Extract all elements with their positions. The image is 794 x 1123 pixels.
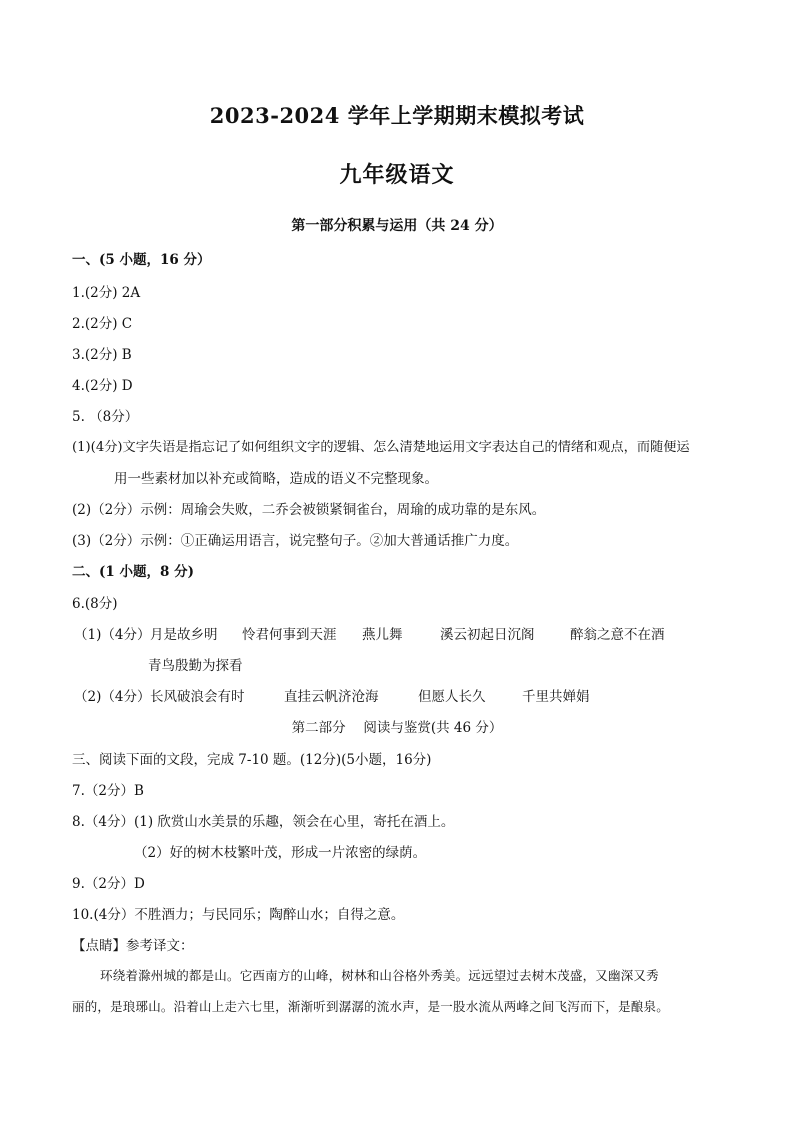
answer-q9: 9.（2分）D [72,876,145,892]
poem-line: 青鸟殷勤为探看 [148,658,243,674]
answer-q4: 4.(2分) D [72,378,133,394]
answer-q7: 7.（2分）B [72,783,144,799]
poem-line: 燕儿舞 [362,627,403,643]
answer-q8-1: 8.（4分）(1) 欣赏山水美景的乐趣，领会在心里，寄托在酒上。 [72,814,455,830]
answer-q5-2: (2)（2分）示例：周瑜会失败，二乔会被锁紧铜雀台，周瑜的成功靠的是东风。 [72,502,546,518]
poem-line: 直挂云帆济沧海 [284,689,379,705]
page-subtitle: 九年级语文 [339,162,455,188]
answer-q2: 2.(2分) C [72,316,133,332]
section3-heading: 三、阅读下面的文段，完成 7-10 题。(12分)(5小题，16分) [72,752,432,768]
answer-q6-2-label: （2)（4分） [74,689,151,705]
poem-line: 千里共婵娟 [522,689,590,705]
answer-q5-3: (3)（2分）示例：①正确运用语言，说完整句子。②加大普通话推广力度。 [72,533,519,549]
part1-title: 第一部分积累与运用（共 24 分） [291,218,503,234]
poem-line: 溪云初起日沉阁 [440,627,535,643]
answer-q3: 3.(2分) B [72,347,132,363]
answer-q8-2: （2）好的树木枝繁叶茂，形成一片浓密的绿荫。 [134,845,427,861]
answer-q5-1: (1)(4分)文字失语是指忘记了如何组织文字的逻辑、怎么清楚地运用文字表达自己的情绪和观点，而随便运 [72,440,690,455]
answer-q5-1-cont: 用一些素材加以补充或简略，造成的语义不完整现象。 [114,471,438,487]
section2-heading: 二、(1 小题，8 分) [72,564,194,580]
poem-line: 醉翁之意不在酒 [570,627,665,643]
poem-line: 月是故乡明 [150,627,218,643]
poem-line: 但愿人长久 [418,689,486,705]
answer-q1: 1.(2分) 2A [72,285,141,301]
poem-line: 怜君何事到天涯 [242,627,337,643]
answer-q6: 6.(8分) [72,596,118,612]
part2-title: 第二部分 阅读与鉴赏(共 46 分） [291,720,503,736]
page-title: 2023-2024 学年上学期期末模拟考试 [209,103,585,128]
answer-q5: 5. （8分） [72,409,139,425]
answer-q10: 10.(4分）不胜酒力；与民同乐；陶醉山水；自得之意。 [72,907,405,923]
answer-q6-1-label: （1)（4分） [74,627,151,643]
translation-line: 环绕着滁州城的都是山。它西南方的山峰，树林和山谷格外秀美。远远望过去树木茂盛，又幽深又秀 [100,968,659,983]
poem-line: 长风破浪会有时 [150,689,245,705]
tip-label: 【点睛】参考译文： [72,938,194,954]
translation-line: 丽的，是琅琊山。沿着山上走六七里，渐渐听到潺潺的流水声，是一股水流从两峰之间飞泻而下，是酿泉。 [72,999,669,1014]
section1-heading: 一、(5 小题，16 分） [72,252,211,268]
